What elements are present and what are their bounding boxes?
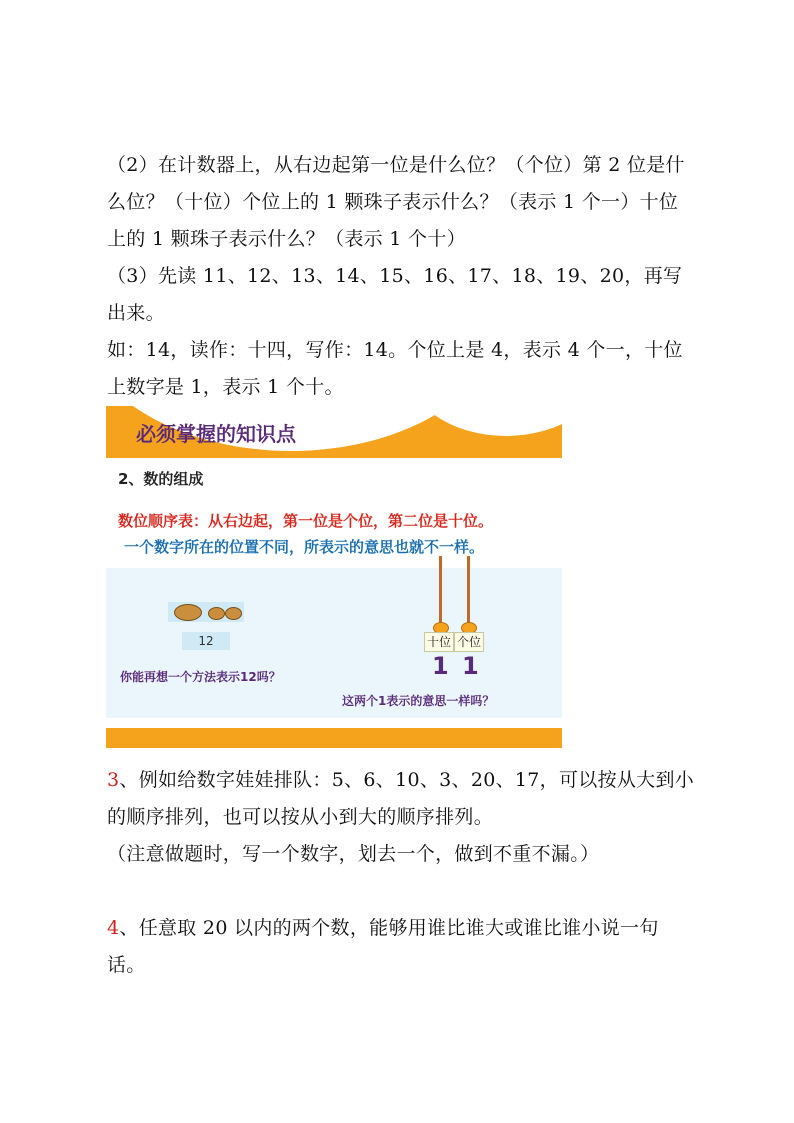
position-meaning-note: 一个数字所在的位置不同，所表示的意思也就不一样。: [124, 538, 485, 556]
digit-tens: 1: [432, 652, 449, 680]
question-other-method: 你能再想一个方法表示12吗？: [120, 670, 281, 684]
abacus-rod-ones: [467, 556, 470, 628]
item-4: [107, 910, 697, 984]
slide-subtitle: 2、数的组成: [118, 470, 204, 488]
bean-small: [208, 607, 225, 620]
item-4-number: 4: [107, 917, 120, 939]
item-3-number: 3: [107, 769, 120, 791]
bean-large: [174, 604, 202, 621]
item-3: [107, 762, 697, 836]
knowledge-slide: [106, 406, 562, 748]
ones-place-label: 个位: [454, 632, 484, 652]
number-twelve-label: 12: [182, 632, 230, 650]
item-4-text: 、任意取 20 以内的两个数，能够用谁比谁大或谁比谁小说一句话。: [107, 917, 659, 976]
paragraph-example: 如：14，读作：十四，写作：14。个位上是 4，表示 4 个一，十位上数字是 1，表示 1 个十。: [107, 339, 683, 398]
tens-place-label: 十位: [424, 632, 454, 652]
bean-small: [225, 607, 242, 620]
beans-group: [168, 602, 244, 622]
abacus-rod-tens: [439, 556, 442, 628]
slide-title: 必须掌握的知识点: [136, 422, 296, 446]
question-same-meaning: 这两个1表示的意思一样吗？: [342, 694, 495, 708]
digit-ones: 1: [462, 652, 479, 680]
place-order-rule: 数位顺序表：从右边起，第一位是个位，第二位是十位。: [118, 512, 494, 530]
slide-bottom-band: [106, 728, 562, 748]
item-3-note: （注意做题时，写一个数字，划去一个，做到不重不漏。）: [107, 843, 600, 865]
paragraph-counter-places: （2）在计数器上，从右边起第一位是什么位？（个位）第 2 位是什么位？（十位）个位上的 1 颗珠子表示什么？（表示 1 个一）十位上的 1 颗珠子表示什么？（表示 1 个十）: [107, 154, 685, 250]
item-3-text: 、例如给数字娃娃排队：5、6、10、3、20、17，可以按从大到小的顺序排列，也可以按从小到大的顺序排列。: [107, 769, 695, 828]
paragraph-read-write: （3）先读 11、12、13、14、15、16、17、18、19、20，再写出来。: [107, 265, 683, 324]
